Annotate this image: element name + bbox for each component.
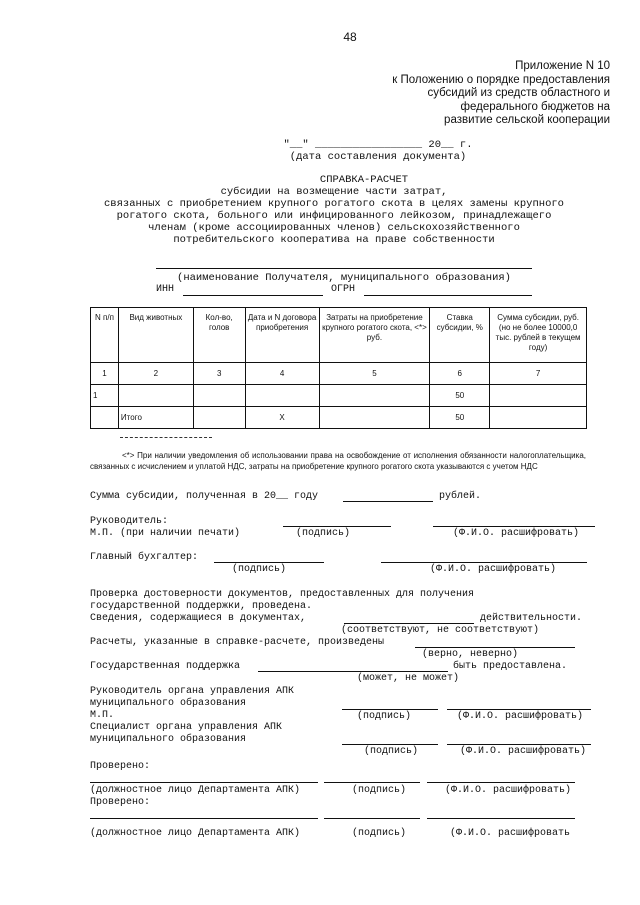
- page-number: 48: [343, 30, 357, 44]
- head-name-caption: (Ф.И.О. расшифровать): [453, 528, 580, 539]
- document-title: СПРАВКА-РАСЧЕТ: [319, 174, 409, 186]
- table-cell: Х: [245, 407, 319, 429]
- apk-spec-name-caption: (Ф.И.О. расшифровать): [460, 746, 587, 757]
- table-cell: 3: [193, 363, 245, 385]
- appendix-header: [310, 60, 610, 128]
- support-caption: (может, не может): [357, 673, 460, 684]
- appendix-line: развитие сельской кооперации: [444, 114, 610, 126]
- check-line-suffix: быть предоставлена.: [453, 661, 568, 672]
- verified1-sign-caption: (подпись): [352, 785, 407, 796]
- accountant-name-field[interactable]: [381, 562, 587, 563]
- title-line: членам (кроме ассоциированных членов) сельскохозяйственного: [148, 222, 520, 234]
- table-cell[interactable]: [245, 385, 319, 407]
- table-header-cell: Кол-во, голов: [193, 308, 245, 363]
- compliance-caption: (соответствуют, не соответствуют): [341, 625, 540, 636]
- subsidy-sum-suffix: рублей.: [439, 491, 482, 502]
- title-line: субсидии на возмещение части затрат,: [220, 186, 448, 198]
- table-header-cell: N п/п: [91, 308, 119, 363]
- table-cell[interactable]: [193, 385, 245, 407]
- inn-label: ИНН: [156, 284, 175, 295]
- footnote-divider: [120, 437, 212, 438]
- compliance-field[interactable]: [344, 623, 474, 624]
- footnote: <*> При наличии уведомления об использовании права на освобождение от исполнения обязанности налогоплательщика, связанных с исчислением и уплатой НДС, затраты на приобретение крупного рогатого скота указываются с учетом НДС: [90, 451, 586, 471]
- apk-spec-sign-caption: (подпись): [364, 746, 419, 757]
- title-line: потребительского кооператива на праве собственности: [173, 234, 495, 246]
- calculation-field[interactable]: [415, 647, 575, 648]
- table-cell: [91, 407, 119, 429]
- accountant-sign-caption: (подпись): [232, 564, 287, 575]
- table-header-row: [91, 308, 587, 363]
- apk-spec-signature-field[interactable]: [342, 744, 438, 745]
- apk-head-signature-field[interactable]: [342, 709, 438, 710]
- table-cell[interactable]: [193, 407, 245, 429]
- table-total-row: [91, 407, 587, 429]
- accountant-signature-field[interactable]: [214, 562, 324, 563]
- verified-label: Проверено:: [90, 761, 151, 772]
- table-header-cell: Затраты на приобретение крупного рогатого скота, <*> руб.: [319, 308, 430, 363]
- appendix-line: субсидий из средств областного и: [427, 87, 610, 99]
- table-header-cell: Вид животных: [118, 308, 193, 363]
- ogrn-label: ОГРН: [331, 284, 356, 295]
- table-cell: 6: [430, 363, 490, 385]
- subsidy-sum-field[interactable]: [343, 501, 433, 502]
- apk-head-sign-caption: (подпись): [357, 711, 412, 722]
- ogrn-field[interactable]: [364, 295, 532, 296]
- check-line: Проверка достоверности документов, предоставленных для получения: [90, 589, 475, 600]
- recipient-field[interactable]: [156, 268, 532, 269]
- verified2-name-field[interactable]: [427, 818, 575, 819]
- table-header-cell: Ставка субсидии, %: [430, 308, 490, 363]
- table-cell: 1: [91, 363, 119, 385]
- table-column-numbers-row: [91, 363, 587, 385]
- table-cell[interactable]: [490, 407, 587, 429]
- appendix-line: федерального бюджетов на: [460, 100, 610, 113]
- head-stamp: М.П. (при наличии печати): [90, 528, 241, 539]
- table-cell[interactable]: [319, 407, 430, 429]
- verified1-position-caption: (должностное лицо Департамента АПК): [90, 785, 301, 796]
- recipient-caption: (наименование Получателя, муниципального образования): [177, 272, 511, 284]
- check-line: государственной поддержки, проведена.: [90, 601, 313, 612]
- title-line: рогатого скота, больного или инфицированного лейкозом, принадлежащего: [116, 210, 552, 222]
- table-header-cell: Сумма субсидии, руб. (но не более 10000,0 тыс. рублей в текущем году): [490, 308, 587, 363]
- check-line: Расчеты, указанные в справке-расчете, произведены: [90, 637, 385, 648]
- table-cell[interactable]: [319, 385, 430, 407]
- inn-field[interactable]: [183, 295, 323, 296]
- verified2-name-caption: (Ф.И.О. расшифровать: [450, 828, 571, 839]
- verified2-signature-field[interactable]: [324, 818, 420, 819]
- table-cell: 4: [245, 363, 319, 385]
- table-header-cell: Дата и N договора приобретения: [245, 308, 319, 363]
- support-field[interactable]: [258, 671, 448, 672]
- verified1-signature-field[interactable]: [324, 782, 420, 783]
- verified1-name-field[interactable]: [427, 782, 575, 783]
- table-cell: 50: [430, 407, 490, 429]
- verified1-position-field[interactable]: [90, 782, 318, 783]
- apk-head-name-field[interactable]: [447, 709, 591, 710]
- table-cell: 50: [430, 385, 490, 407]
- table-cell: 5: [319, 363, 430, 385]
- subsidy-table: [90, 307, 587, 429]
- apk-head-stamp: М.П.: [90, 710, 115, 721]
- head-sign-caption: (подпись): [296, 528, 351, 539]
- head-label: Руководитель:: [90, 516, 169, 527]
- date-caption: (дата составления документа): [289, 151, 467, 163]
- table-cell[interactable]: [490, 385, 587, 407]
- table-row: [91, 385, 587, 407]
- check-line: Государственная поддержка: [90, 661, 241, 672]
- apk-spec-name-field[interactable]: [447, 744, 591, 745]
- date-line: "__" _________________ 20__ г.: [283, 139, 473, 151]
- table-cell: 2: [118, 363, 193, 385]
- appendix-line: Приложение N 10: [515, 60, 610, 72]
- verified-label: Проверено:: [90, 797, 151, 808]
- verified2-position-field[interactable]: [90, 818, 318, 819]
- table-cell[interactable]: [118, 385, 193, 407]
- head-signature-field[interactable]: [283, 526, 391, 527]
- table-cell: Итого: [118, 407, 193, 429]
- verified2-position-caption: (должностное лицо Департамента АПК): [90, 828, 301, 839]
- verified1-name-caption: (Ф.И.О. расшифровать): [445, 785, 572, 796]
- accountant-name-caption: (Ф.И.О. расшифровать): [430, 564, 557, 575]
- table-cell: 1: [91, 385, 119, 407]
- table-cell: 7: [490, 363, 587, 385]
- apk-head-name-caption: (Ф.И.О. расшифровать): [457, 711, 584, 722]
- check-line: Сведения, содержащиеся в документах,: [90, 613, 307, 624]
- appendix-line: к Положению о порядке предоставления: [392, 73, 610, 86]
- calculation-caption: (верно, неверно): [422, 649, 519, 660]
- head-name-field[interactable]: [433, 526, 595, 527]
- subsidy-sum-label: Сумма субсидии, полученная в 20__ году: [90, 491, 319, 502]
- accountant-label: Главный бухгалтер:: [90, 552, 199, 563]
- verified2-sign-caption: (подпись): [352, 828, 407, 839]
- apk-spec-label: Специалист органа управления АПК: [90, 722, 283, 733]
- check-line-suffix: действительности.: [480, 613, 583, 624]
- apk-spec-label: муниципального образования: [90, 734, 247, 745]
- apk-head-label: Руководитель органа управления АПК: [90, 686, 295, 697]
- apk-head-label: муниципального образования: [90, 698, 247, 709]
- title-line: связанных с приобретением крупного рогатого скота в целях замены крупного: [104, 198, 564, 210]
